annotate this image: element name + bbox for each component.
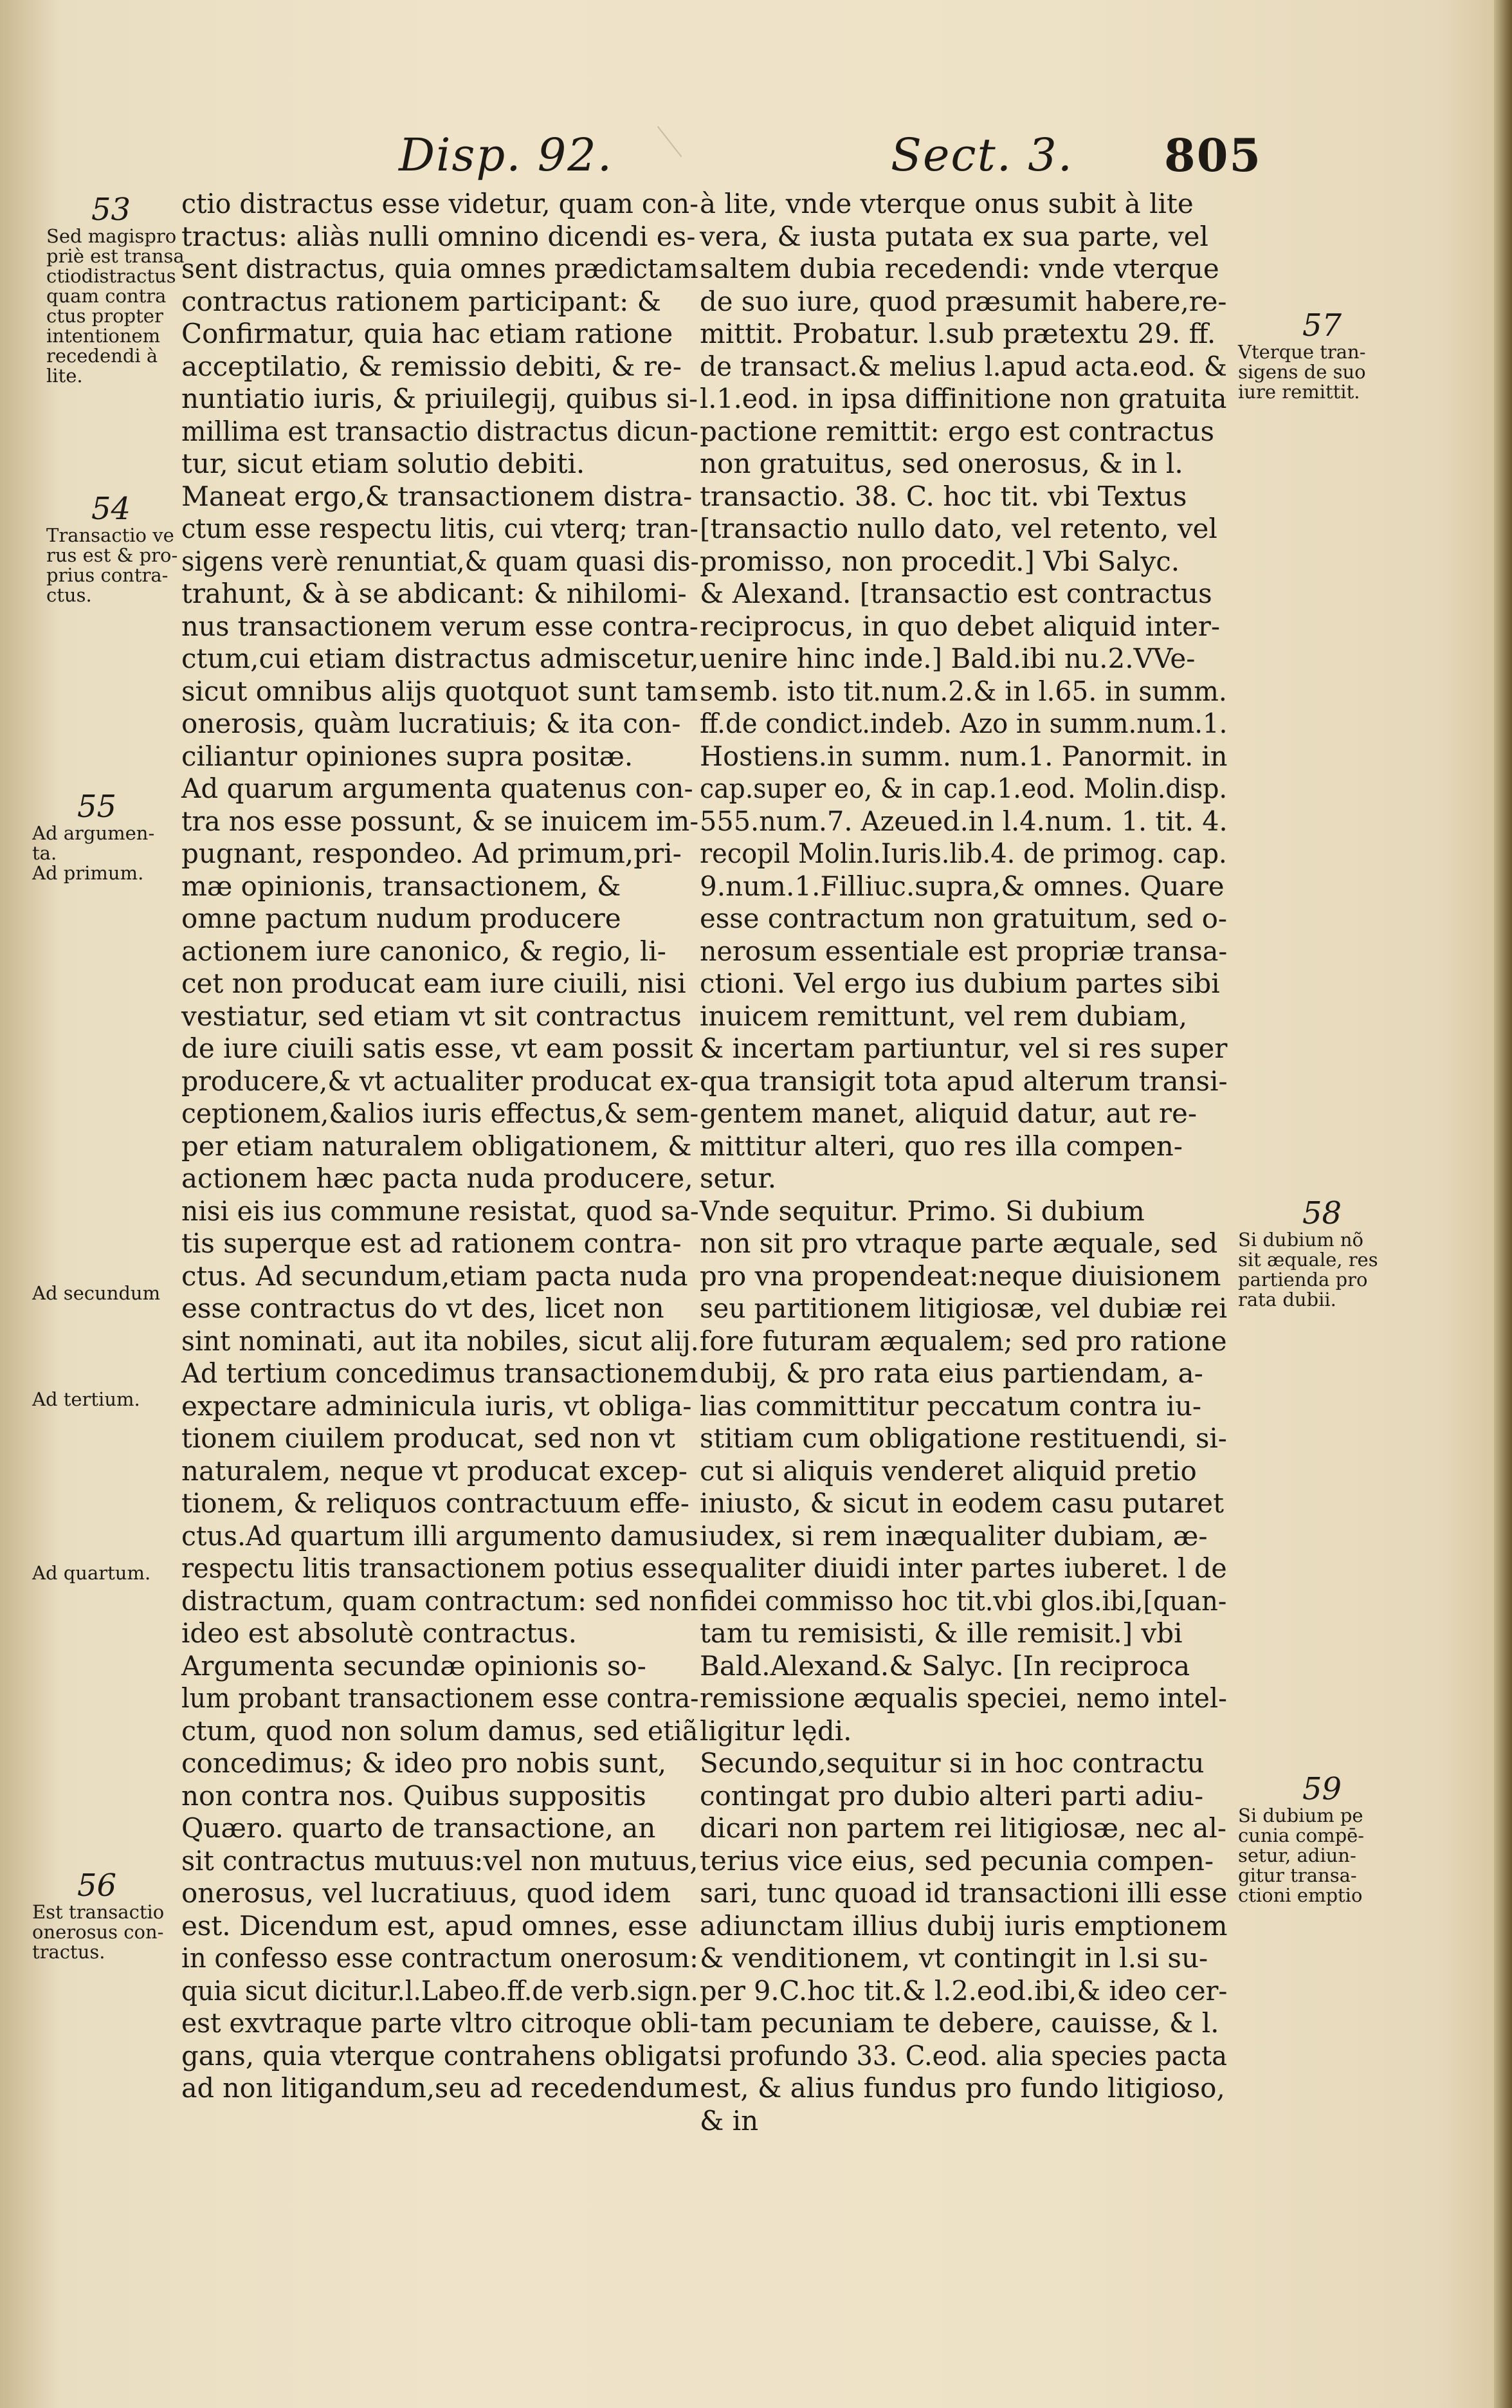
text-line: iudex, si rem inæqualiter dubiam, æ-: [700, 1520, 1208, 1552]
text-line: producere,& vt actualiter producat ex-: [181, 1065, 699, 1097]
text-line: & in: [700, 2104, 759, 2137]
text-line: promisso, non procedit.] Vbi Salyc.: [700, 545, 1180, 577]
margin-note: [1238, 309, 1366, 402]
text-line: lum probant transactionem esse contra-: [181, 1682, 699, 1714]
text-line: sigens verè renuntiat,& quam quasi dis-: [181, 545, 699, 577]
page-fore-edge: [1494, 0, 1512, 2408]
margin-note-line: Ad quartum.: [32, 1562, 151, 1584]
text-line: contingat pro dubio alteri parti adiu-: [700, 1779, 1204, 1812]
text-line: nus transactionem verum esse contra-: [181, 610, 698, 642]
margin-note-line: Ad primum.: [32, 862, 144, 884]
running-head-disputation: Disp. 92.: [399, 129, 614, 181]
margin-note: [1238, 1772, 1364, 1906]
text-line: ctio distractus esse videtur, quam con-: [181, 188, 698, 219]
margin-note-line: recedendi à: [46, 345, 158, 367]
text-line: sent distractus, quia omnes prædictam: [181, 253, 698, 284]
text-line: nerosum essentiale est propriæ transa-: [700, 935, 1228, 967]
running-head-section: Sect. 3.: [891, 129, 1074, 181]
text-line: ligitur lędi.: [700, 1714, 852, 1747]
text-line: setur.: [700, 1163, 777, 1194]
margin-note-line: Ad secundum: [32, 1282, 161, 1304]
margin-note: [32, 1563, 150, 1583]
text-line: qua transigit tota apud alterum transi-: [700, 1065, 1228, 1097]
margin-note-line: ta.: [32, 842, 57, 864]
text-line: est. Dicendum est, apud omnes, esse: [181, 1909, 688, 1942]
text-line: 9.num.1.Filliuc.supra,& omnes. Quare: [700, 870, 1225, 902]
margin-note-line: setur, adiun-: [1238, 1844, 1356, 1866]
text-line: ctum, quod non solum damus, sed etiã: [181, 1714, 698, 1747]
page-number: 805: [1164, 129, 1262, 182]
text-line: Confirmatur, quia hac etiam ratione: [181, 318, 673, 349]
text-line: Vnde sequitur. Primo. Si dubium: [700, 1195, 1145, 1227]
text-line: inuicem remittunt, vel rem dubiam,: [700, 1000, 1188, 1032]
text-line: tractus: aliàs nulli omnino dicendi es-: [181, 220, 696, 252]
text-line: actionem hæc pacta nuda producere,: [181, 1163, 693, 1194]
text-line: fore futuram æqualem; sed pro ratione: [700, 1325, 1227, 1357]
text-line: iniusto, & sicut in eodem casu putaret: [700, 1487, 1224, 1519]
margin-note-line: sit æquale, res: [1238, 1249, 1378, 1271]
margin-note-line: tractus.: [32, 1941, 105, 1963]
text-line: mittitur alteri, quo res illa compen-: [700, 1130, 1183, 1162]
text-line: ideo est absolutè contractus.: [181, 1617, 577, 1649]
text-line: est, & alius fundus pro fundo litigioso,: [700, 2072, 1225, 2104]
right-text-column: [700, 188, 1227, 2137]
text-line: & Alexand. [transactio est contractus: [700, 578, 1212, 609]
margin-note: [46, 193, 185, 386]
text-line: nuntiatio iuris, & priuilegij, quibus si-: [181, 383, 698, 414]
text-line: pugnant, respondeo. Ad primum,pri-: [181, 838, 682, 869]
text-line: semb. isto tit.num.2.& in l.65. in summ.: [700, 675, 1227, 707]
text-line: esse contractus do vt des, licet non: [181, 1292, 664, 1324]
text-line: non contra nos. Quibus suppositis: [181, 1779, 646, 1812]
text-line: [transactio nullo dato, vel retento, vel: [700, 513, 1217, 544]
text-line: sint nominati, aut ita nobiles, sicut alij.: [181, 1325, 699, 1357]
text-line: seu partitionem litigiosæ, vel dubiæ rei: [700, 1292, 1228, 1324]
text-line: cet non producat eam iure ciuili, nisi: [181, 968, 686, 999]
text-line: gentem manet, aliquid datur, aut re-: [700, 1098, 1198, 1129]
margin-note-line: intentionem: [46, 325, 161, 347]
text-line: quia sicut dicitur.l.Labeo.ff.de verb.sign.: [181, 1974, 698, 2007]
text-line: tis superque est ad rationem contra-: [181, 1227, 682, 1259]
margin-note-line: Transactio ve: [46, 524, 174, 546]
text-line: cut si aliquis venderet aliquid pretio: [700, 1455, 1197, 1487]
text-line: stitiam cum obligatione restituendi, si-: [700, 1422, 1227, 1454]
text-line: onerosus, vel lucratiuus, quod idem: [181, 1877, 671, 1909]
margin-note-line: Vterque tran-: [1238, 341, 1366, 363]
text-line: contractus rationem participant: &: [181, 285, 662, 317]
margin-note-line: gitur transa-: [1238, 1864, 1357, 1886]
text-line: Quæro. quarto de transactione, an: [181, 1812, 656, 1844]
text-line: gans, quia vterque contrahens obligat: [181, 2039, 699, 2072]
text-line: uenire hinc inde.] Bald.ibi nu.2.VVe-: [700, 643, 1196, 674]
text-line: non sit pro vtraque parte æquale, sed: [700, 1227, 1218, 1259]
paragraph-number: 59: [1302, 1771, 1342, 1807]
text-line: sit contractus mutuus:vel non mutuus,: [181, 1844, 698, 1877]
text-line: Maneat ergo,& transactionem distra-: [181, 480, 693, 512]
text-line: per etiam naturalem obligationem, &: [181, 1130, 692, 1162]
text-line: vera, & iusta putata ex sua parte, vel: [700, 220, 1208, 252]
text-line: reciprocus, in quo debet aliquid inter-: [700, 610, 1221, 642]
text-line: distractum, quam contractum: sed non: [181, 1585, 698, 1617]
text-line: si profundo 33. C.eod. alia species pacta: [700, 2039, 1227, 2072]
margin-note-line: cunia compē-: [1238, 1824, 1365, 1846]
paragraph-number: 53: [91, 192, 131, 228]
margin-note-line: rata dubii.: [1238, 1289, 1336, 1310]
text-line: terius vice eius, sed pecunia compen-: [700, 1844, 1214, 1877]
margin-note-line: Sed magispro: [46, 225, 177, 247]
text-line: Ad tertium concedimus transactionem: [181, 1357, 698, 1389]
text-line: ff.de condict.indeb. Azo in summ.num.1.: [700, 708, 1228, 739]
text-line: l.1.eod. in ipsa diffinitione non gratuita: [700, 383, 1227, 414]
text-line: Hostiens.in summ. num.1. Panormit. in: [700, 740, 1228, 772]
text-line: fidei commisso hoc tit.vbi glos.ibi,[quan-: [700, 1585, 1227, 1617]
text-line: tionem, & reliquos contractuum effe-: [181, 1487, 689, 1519]
margin-note-line: Si dubium pe: [1238, 1805, 1363, 1826]
margin-note-line: Ad tertium.: [32, 1388, 140, 1410]
text-line: sari, tunc quoad id transactioni illi esse: [700, 1877, 1228, 1909]
text-line: ciliantur opiniones supra positæ.: [181, 740, 633, 772]
text-line: mittit. Probatur. l.sub prætextu 29. ff.: [700, 318, 1216, 349]
text-line: remissione æqualis speciei, nemo intel-: [700, 1682, 1227, 1714]
text-line: transactio. 38. C. hoc tit. vbi Textus: [700, 480, 1187, 512]
margin-note: [1238, 1197, 1378, 1310]
text-line: onerosis, quàm lucratiuis; & ita con-: [181, 708, 681, 739]
text-line: trahunt, & à se abdicant: & nihilomi-: [181, 578, 687, 609]
text-line: pro vna propendeat:neque diuisionem: [700, 1260, 1221, 1292]
text-line: ctus.Ad quartum illi argumento damus: [181, 1520, 698, 1552]
text-line: non gratuitus, sed onerosus, & in l.: [700, 448, 1183, 479]
margin-note-line: ctiodistractus: [46, 265, 176, 287]
margin-note-line: ctioni emptio: [1238, 1884, 1363, 1906]
text-line: ceptionem,&alios iuris effectus,& sem-: [181, 1098, 699, 1129]
text-line: millima est transactio distractus dicun-: [181, 415, 698, 447]
text-line: acceptilatio, & remissio debiti, & re-: [181, 350, 682, 382]
text-line: ctum esse respectu litis, cui vterq; tran-: [181, 513, 699, 544]
text-line: tam tu remisisti, & ille remisit.] vbi: [700, 1617, 1183, 1649]
margin-note: [46, 492, 178, 605]
text-line: naturalem, neque vt producat excep-: [181, 1455, 688, 1487]
text-line: tam pecuniam te debere, cauisse, & l.: [700, 2007, 1219, 2039]
text-line: tur, sicut etiam solutio debiti.: [181, 448, 585, 479]
text-line: dubij, & pro rata eius partiendam, a-: [700, 1357, 1203, 1389]
page-crease: [657, 126, 682, 158]
left-text-column: [181, 188, 698, 2105]
text-line: ctioni. Vel ergo ius dubium partes sibi: [700, 968, 1220, 999]
text-line: & incertam partiuntur, vel si res super: [700, 1033, 1228, 1064]
text-line: Argumenta secundæ opinionis so-: [181, 1650, 646, 1682]
margin-note: [32, 1283, 160, 1303]
margin-note-line: sigens de suo: [1238, 361, 1366, 383]
text-line: esse contractum non gratuitum, sed o-: [700, 903, 1228, 934]
text-line: saltem dubia recedendi: vnde vterque: [700, 253, 1219, 284]
paragraph-number: 58: [1302, 1195, 1342, 1231]
margin-note-line: Ad argumen-: [32, 822, 155, 844]
margin-note-line: Est transactio: [32, 1901, 165, 1923]
text-line: Ad quarum argumenta quatenus con-: [181, 773, 693, 804]
text-line: lias committitur peccatum contra iu-: [700, 1390, 1202, 1422]
margin-note: [32, 1869, 164, 1962]
margin-note-line: onerosus con-: [32, 1921, 164, 1943]
paragraph-number: 55: [77, 789, 117, 825]
text-line: 555.num.7. Azeued.in l.4.num. 1. tit. 4.: [700, 805, 1228, 837]
text-line: concedimus; & ideo pro nobis sunt,: [181, 1747, 667, 1779]
text-line: dicari non partem rei litigiosæ, nec al-: [700, 1812, 1227, 1844]
text-line: in confesso esse contractum onerosum:: [181, 1942, 698, 1974]
text-line: ad non litigandum,seu ad recedendum: [181, 2072, 699, 2104]
margin-note: [32, 1390, 140, 1410]
margin-note-line: ctus.: [46, 584, 92, 606]
paragraph-number: 54: [91, 491, 131, 527]
text-line: pactione remittit: ergo est contractus: [700, 415, 1215, 447]
text-line: Bald.Alexand.& Salyc. [In reciproca: [700, 1650, 1190, 1682]
text-line: respectu litis transactionem potius esse: [181, 1552, 699, 1584]
margin-note: [32, 790, 154, 883]
text-line: Secundo,sequitur si in hoc contractu: [700, 1747, 1205, 1779]
text-line: actionem iure canonico, & regio, li-: [181, 935, 666, 967]
margin-note-line: iure remittit.: [1238, 381, 1360, 403]
text-line: ctus. Ad secundum,etiam pacta nuda: [181, 1260, 688, 1292]
text-line: omne pactum nudum producere: [181, 903, 621, 934]
text-line: cap.super eo, & in cap.1.eod. Molin.disp.: [700, 773, 1228, 804]
text-line: adiunctam illius dubij iuris emptionem: [700, 1909, 1228, 1942]
text-line: nisi eis ius commune resistat, quod sa-: [181, 1195, 699, 1227]
paragraph-number: 57: [1302, 308, 1342, 344]
text-line: sicut omnibus alijs quotquot sunt tam: [181, 675, 698, 707]
margin-note-line: Si dubium nõ: [1238, 1229, 1363, 1251]
text-line: recopil Molin.Iuris.lib.4. de primog. cap.: [700, 838, 1227, 869]
paragraph-number: 56: [77, 1868, 117, 1904]
text-line: & venditionem, vt contingit in l.si su-: [700, 1942, 1208, 1974]
text-line: vestiatur, sed etiam vt sit contractus: [181, 1000, 682, 1032]
margin-note-line: rus est & pro-: [46, 544, 178, 566]
margin-note-line: quam contra: [46, 285, 167, 307]
text-line: mæ opinionis, transactionem, &: [181, 870, 621, 902]
text-line: tionem ciuilem producat, sed non vt: [181, 1422, 675, 1454]
text-line: expectare adminicula iuris, vt obliga-: [181, 1390, 692, 1422]
margin-note-line: partienda pro: [1238, 1269, 1368, 1291]
text-line: est exvtraque parte vltro citroque obli-: [181, 2007, 699, 2039]
text-line: de transact.& melius l.apud acta.eod. &: [700, 350, 1227, 382]
margin-note-line: priè est transa: [46, 245, 185, 267]
text-line: qualiter diuidi inter partes iuberet. l de: [700, 1552, 1227, 1584]
text-line: de suo iure, quod præsumit habere,re-: [700, 285, 1227, 317]
margin-note-line: lite.: [46, 365, 83, 387]
margin-note-line: prius contra-: [46, 564, 169, 586]
text-line: tra nos esse possunt, & se inuicem im-: [181, 805, 699, 837]
margin-note-line: ctus propter: [46, 305, 163, 327]
text-line: ctum,cui etiam distractus admiscetur,: [181, 643, 699, 674]
text-line: per 9.C.hoc tit.& l.2.eod.ibi,& ideo cer-: [700, 1974, 1228, 2007]
text-line: de iure ciuili satis esse, vt eam possit: [181, 1033, 693, 1064]
text-line: à lite, vnde vterque onus subit à lite: [700, 188, 1194, 219]
